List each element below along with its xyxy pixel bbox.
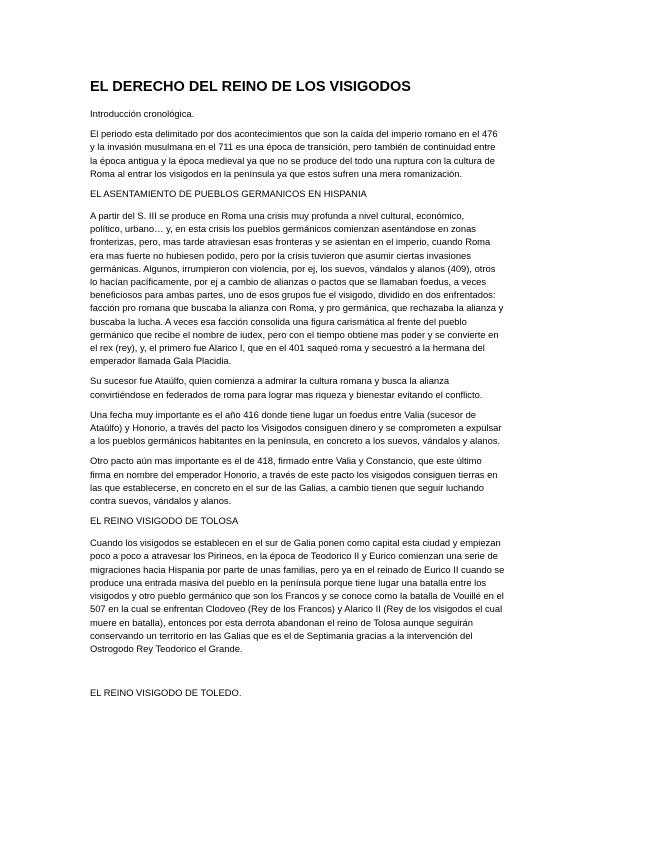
paragraph-line: conservando un territorio en las Galias que es el de Septimania gracias a la intervención del xyxy=(90,629,473,641)
paragraph-line: contra suevos, vándalos y alanos. xyxy=(90,495,232,507)
paragraph-line: Otro pacto aún mas importante es el de 418, firmado entre Valia y Constancio, que este último xyxy=(90,455,482,467)
paragraph-line: produce una entrada masiva del pueblo en la península porque tiene lugar una batalla entre los xyxy=(90,576,487,588)
paragraph-line: A partir del S. III se produce en Roma una crisis muy profunda a nivel cultural, económico, xyxy=(90,210,465,222)
paragraph xyxy=(90,374,565,400)
section-heading: EL ASENTAMIENTO DE PUEBLOS GERMANICOS EN HISPANIA xyxy=(90,188,367,200)
paragraph-line: a los pueblos germánicos habitantes en la península, en concreto a los suevos, vándalos y alanos. xyxy=(90,435,501,447)
paragraph-line: convirtiéndose en federados de roma para lograr mas riqueza y bienestar evitando el conflicto. xyxy=(90,388,483,400)
paragraph-line: migraciones hacia Hispania por parte de unas familias, pero ya en el reinado de Eurico II cuando se xyxy=(90,563,505,575)
paragraph-line: Roma al entrar los visigodos en la península ya que estos sufren una mera romanización. xyxy=(90,167,463,179)
document-body xyxy=(90,127,565,699)
section-heading: EL REINO VISIGODO DE TOLEDO. xyxy=(90,687,242,699)
paragraph-line: buscaba la lucha. A veces esa facción consolida una figura carismática al frente del pueblo xyxy=(90,315,467,327)
paragraph-line: las que establecerse, en concreto en el sur de las Galias, a cambio tienen que seguir luchando xyxy=(90,481,484,493)
paragraph-line: Su sucesor fue Ataúlfo, quien comienza a admirar la cultura romana y busca la alianza xyxy=(90,375,450,387)
paragraph-line: beneficiosos para ambas partes, uno de esos grupos fue el visigodo, dividido en dos enfrentados: xyxy=(90,289,496,301)
paragraph xyxy=(90,454,565,507)
paragraph-line: Una fecha muy importante es el año 416 donde tiene lugar un foedus entre Valia (sucesor de xyxy=(90,408,477,420)
paragraph-line: muere en batalla), entonces por esta derrota abandonan el reino de Tolosa aunque seguirán xyxy=(90,616,473,628)
paragraph-line: Ataúlfo) y Honorio, a través del pacto los Visigodos consiguen dinero y se comprometen a expulsar xyxy=(90,422,502,434)
paragraph-line: la época antigua y la época medieval ya que no se produce del todo una ruptura con la cultura de xyxy=(90,154,495,166)
paragraph xyxy=(90,127,565,180)
paragraph xyxy=(90,209,565,367)
paragraph-line: emperador llamada Gala Placidia. xyxy=(90,355,232,367)
document-title: EL DERECHO DEL REINO DE LOS VISIGODOS xyxy=(90,79,411,95)
paragraph-line: 507 en la cual se enfrentan Clodoveo (Rey de los Francos) y Alarico II (Rey de los visigodos el cual xyxy=(90,603,503,615)
paragraph-line: Ostrogodo Rey Teodorico el Grande. xyxy=(90,642,243,654)
paragraph-line: visigodos y otro pueblo germánico que son los Francos y se conoce como la batalla de Vouillé en el xyxy=(90,590,504,602)
paragraph-line: firma en nombre del emperador Honorio, a través de este pacto los visigodos consiguen tierras en xyxy=(90,468,498,480)
paragraph-line: lo hacían pacíficamente, por ej a cambio de alianzas o pactos que se llamaban foedus, a veces xyxy=(90,276,487,288)
paragraph-line: facción pro romana que buscaba la alianza con Roma, y pro germánica, que rechazaba la alianza y xyxy=(90,302,504,314)
intro-label: Introducción cronológica. xyxy=(90,108,195,119)
paragraph-line: era mas fuerte no hubiesen podido, pero por la crisis tuvieron que asumir ciertas invasiones xyxy=(90,249,471,261)
paragraph-line: y la invasión musulmana en el 711 es una época de transición, pero también de continuidad entre xyxy=(90,141,496,153)
paragraph-line: El periodo esta delimitado por dos acontecimientos que son la caída del imperio romano en el 476 xyxy=(90,128,498,140)
paragraph-line: Cuando los visigodos se establecen en el sur de Galia ponen como capital esta ciudad y empiezan xyxy=(90,537,501,549)
document-page xyxy=(90,78,565,708)
paragraph xyxy=(90,408,565,448)
paragraph-line: fronterizas, pero, mas tarde atraviesan esas fronteras y se asientan en el imperio, cuando Roma xyxy=(90,236,491,248)
paragraph xyxy=(90,536,565,655)
section-spacer xyxy=(90,662,565,686)
paragraph-line: germánicas. Algunos, irrumpieron con violencia, por ej, los suevos, vándalos y alanos (409), otros xyxy=(90,262,496,274)
paragraph-line: poco a poco a atravesar los Pirineos, en la época de Teodorico II y Eurico comienzan una serie de xyxy=(90,550,498,562)
paragraph-line: el rex (rey), y, el primero fue Alarico I, que en el 401 saqueó roma y secuestró a la hermana del xyxy=(90,342,485,354)
paragraph-line: político, urbano… y, en esta crisis los pueblos germánicos comienzan asentándose en zonas xyxy=(90,223,476,235)
section-heading: EL REINO VISIGODO DE TOLOSA xyxy=(90,515,239,527)
paragraph-line: germánico que recibe el nombre de iudex, pero con el tiempo obtiene mas poder y se convierte en xyxy=(90,328,499,340)
